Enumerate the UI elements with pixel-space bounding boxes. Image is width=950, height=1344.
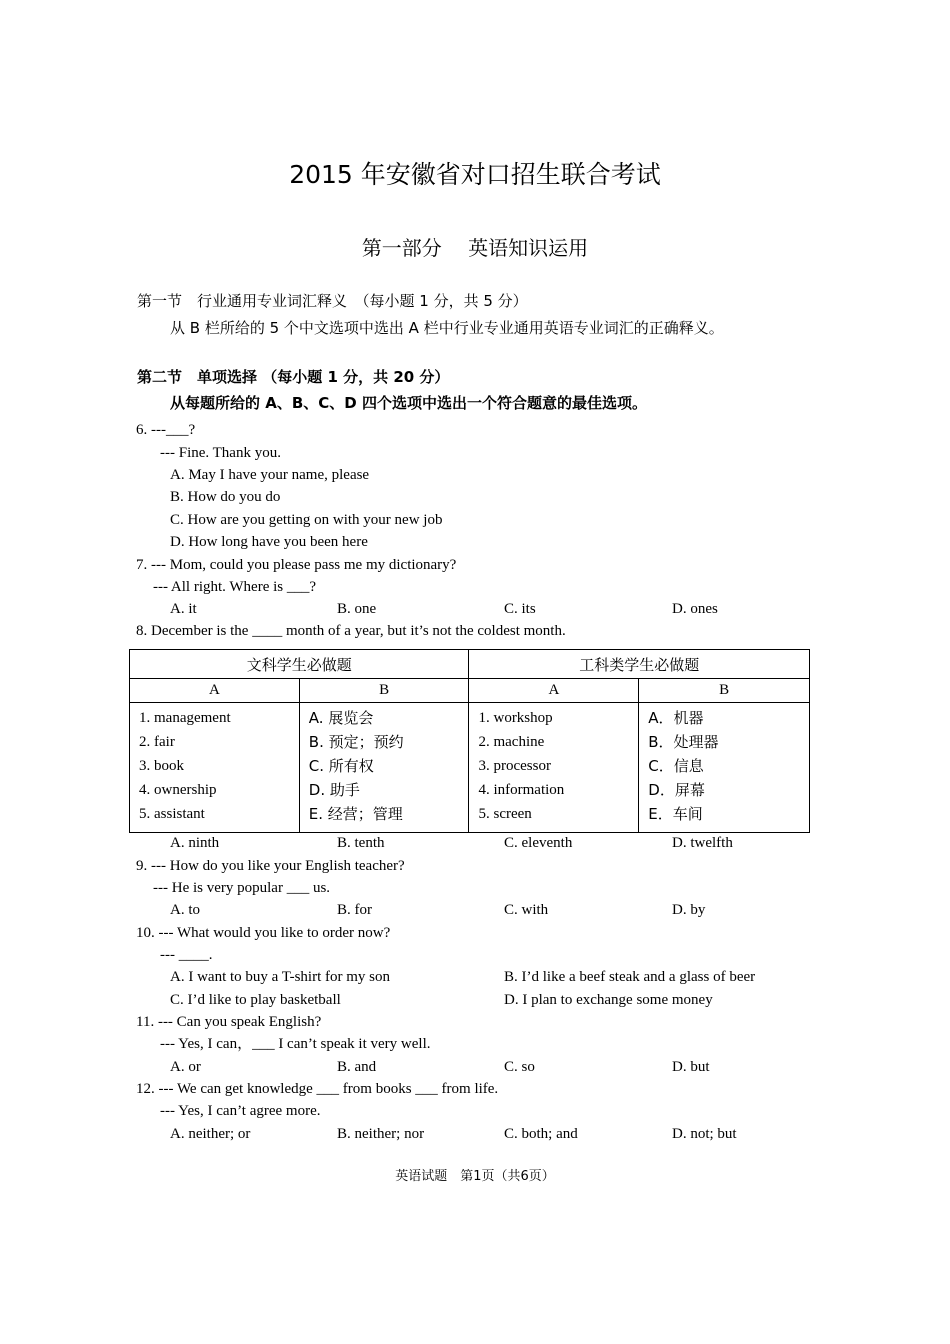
eng-definition: B．处理器 — [648, 733, 719, 751]
q7-option-a: A. it — [170, 601, 197, 617]
q7-option-b: B. one — [337, 601, 377, 617]
eng-term: 5. screen — [478, 806, 532, 822]
q6-option-b: B. How do you do — [170, 489, 281, 505]
eng-term: 1. workshop — [478, 710, 553, 726]
eng-col-b — [639, 703, 810, 833]
arts-col-b-header: B — [299, 679, 469, 703]
arts-col-a-header: A — [130, 679, 300, 703]
section2-heading: 第二节 单项选择 （每小题 1 分，共 20 分） — [137, 368, 450, 386]
q10-reply: --- ____. — [160, 947, 213, 963]
q9-stem: 9. --- How do you like your English teacher? — [136, 858, 405, 874]
arts-definition: E. 经营；管理 — [308, 805, 403, 823]
eng-definition: C．信息 — [648, 757, 704, 775]
q6-option-c: C. How are you getting on with your new job — [170, 512, 443, 528]
q6-stem: 6. ---___? — [136, 422, 196, 438]
eng-header: 工科类学生必做题 — [469, 650, 810, 679]
q12-stem: 12. --- We can get knowledge ___ from books ___ from life. — [136, 1081, 499, 1097]
eng-col-b-header: B — [639, 679, 810, 703]
q6-option-d: D. How long have you been here — [170, 534, 368, 550]
q11-option-b: B. and — [337, 1059, 377, 1075]
q10-option-a: A. I want to buy a T-shirt for my son — [170, 969, 390, 985]
q12-option-c: C. both; and — [504, 1126, 578, 1142]
arts-term: 5. assistant — [139, 806, 205, 822]
section2-instruction: 从每题所给的 A、B、C、D 四个选项中选出一个符合题意的最佳选项。 — [170, 394, 647, 412]
arts-definition: C. 所有权 — [308, 757, 374, 775]
arts-term: 3. book — [139, 758, 184, 774]
arts-definition: B. 预定；预约 — [308, 733, 404, 751]
q12-option-a: A. neither; or — [170, 1126, 251, 1142]
q8-option-a: A. ninth — [170, 835, 220, 851]
part-title: 第一部分 英语知识运用 — [361, 236, 589, 260]
arts-col-a — [130, 703, 300, 833]
eng-term: 3. processor — [478, 758, 551, 774]
q11-reply: --- Yes, I can，___ I can’t speak it very well. — [160, 1036, 431, 1052]
arts-header: 文科学生必做题 — [130, 650, 469, 679]
q8-option-b: B. tenth — [337, 835, 385, 851]
eng-definition: D．屏幕 — [648, 781, 705, 799]
section1-heading: 第一节 行业通用专业词汇释义 （每小题 1 分，共 5 分） — [137, 292, 528, 310]
page-footer: 英语试题 第1页（共6页） — [395, 1169, 555, 1184]
section1-instruction: 从 B 栏所给的 5 个中文选项中选出 A 栏中行业专业通用英语专业词汇的正确释义。 — [170, 319, 724, 337]
q9-option-d: D. by — [672, 902, 706, 918]
q6-reply: --- Fine. Thank you. — [160, 445, 281, 461]
q12-reply: --- Yes, I can’t agree more. — [160, 1103, 321, 1119]
q7-reply: --- All right. Where is ___? — [153, 579, 317, 595]
q7-option-d: D. ones — [672, 601, 718, 617]
eng-term: 4. information — [478, 782, 565, 798]
arts-term: 4. ownership — [139, 782, 217, 798]
q10-option-d: D. I plan to exchange some money — [504, 992, 713, 1008]
q11-option-d: D. but — [672, 1059, 710, 1075]
q9-option-b: B. for — [337, 902, 372, 918]
q9-option-c: C. with — [504, 902, 549, 918]
q12-option-d: D. not; but — [672, 1126, 737, 1142]
q6-option-a: A. May I have your name, please — [170, 467, 370, 483]
eng-col-a-header: A — [469, 679, 639, 703]
arts-term: 2. fair — [139, 734, 175, 750]
q11-stem: 11. --- Can you speak English? — [136, 1014, 322, 1030]
exam-title: 2015 年安徽省对口招生联合考试 — [289, 160, 661, 189]
eng-definition: E．车间 — [648, 805, 703, 823]
eng-definition: A．机器 — [648, 709, 704, 727]
arts-definition: D. 助手 — [308, 781, 360, 799]
q8-option-d: D. twelfth — [672, 835, 733, 851]
q8-option-c: C. eleventh — [504, 835, 573, 851]
q10-option-c: C. I’d like to play basketball — [170, 992, 341, 1008]
vocab-table — [129, 649, 810, 833]
q8-stem: 8. December is the ____ month of a year, but it’s not the coldest month. — [136, 623, 566, 639]
arts-term: 1. management — [139, 710, 231, 726]
eng-term: 2. machine — [478, 734, 545, 750]
arts-col-b — [299, 703, 469, 833]
q10-stem: 10. --- What would you like to order now? — [136, 925, 391, 941]
arts-definition: A. 展览会 — [308, 709, 374, 727]
q11-option-c: C. so — [504, 1059, 535, 1075]
q9-reply: --- He is very popular ___ us. — [153, 880, 331, 896]
q11-option-a: A. or — [170, 1059, 201, 1075]
q9-option-a: A. to — [170, 902, 200, 918]
q12-option-b: B. neither; nor — [337, 1126, 425, 1142]
q10-option-b: B. I’d like a beef steak and a glass of beer — [504, 969, 756, 985]
q7-option-c: C. its — [504, 601, 536, 617]
eng-col-a — [469, 703, 639, 833]
q7-stem: 7. --- Mom, could you please pass me my dictionary? — [136, 557, 457, 573]
